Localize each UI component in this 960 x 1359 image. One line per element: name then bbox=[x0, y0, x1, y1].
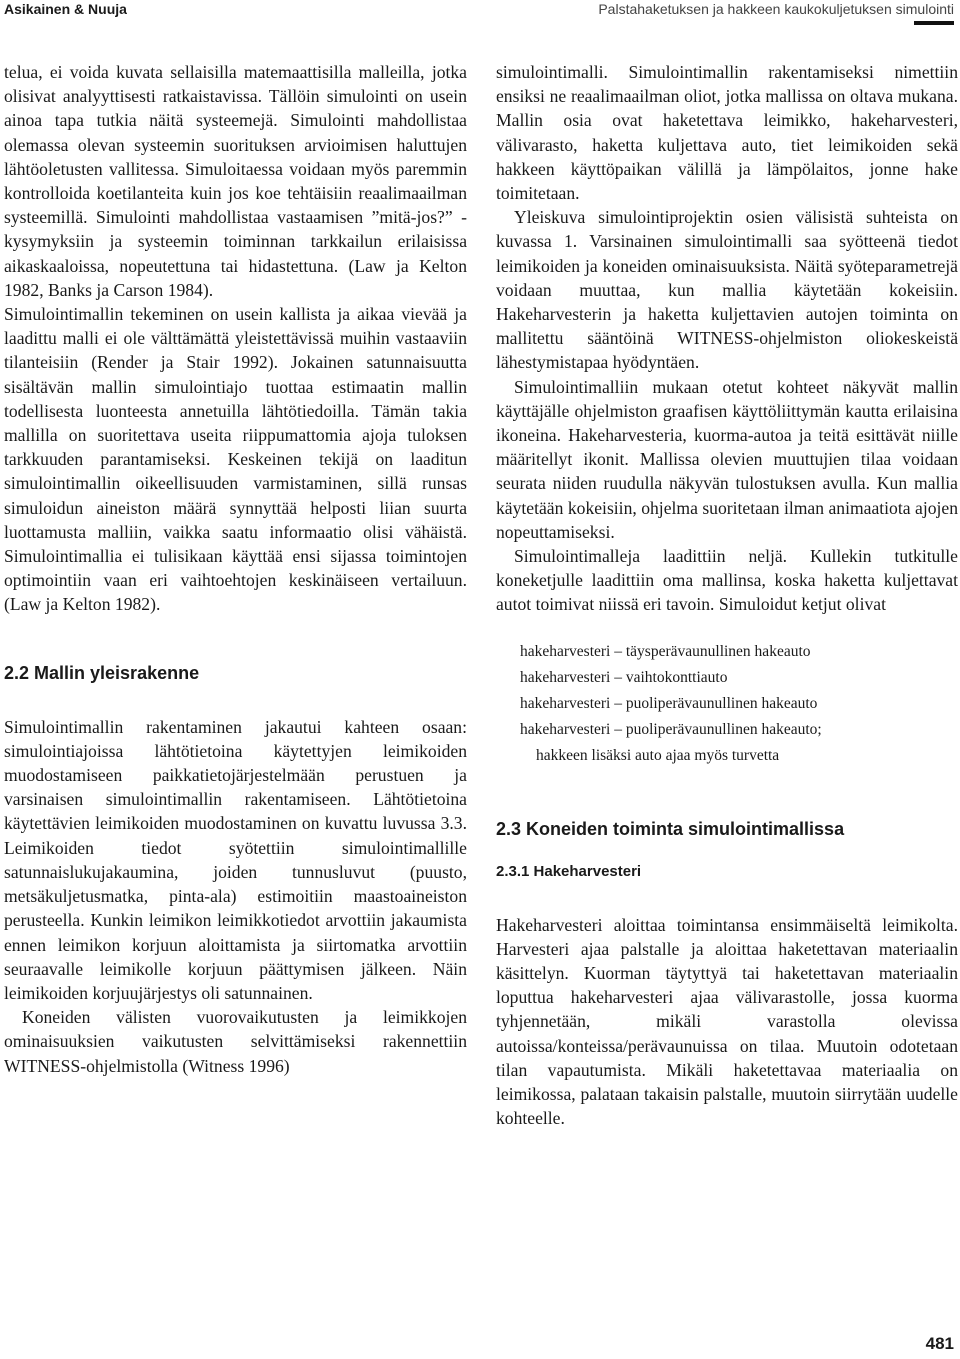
subsection-heading-2-3-1: 2.3.1 Hakeharvesteri bbox=[496, 862, 642, 880]
header-bar bbox=[914, 21, 954, 25]
section-heading-2-2: 2.2 Mallin yleisrakenne bbox=[4, 662, 200, 683]
list-item: hakeharvesteri – puoliperävaunullinen hakeauto bbox=[520, 694, 818, 712]
right-paragraph-2: Yleiskuva simulointiprojektin osien välisistä suhteista on kuvassa 1. Varsinainen simulointimalli saa syötteenä tiedot leimikoiden ja koneiden ominaisuuksista. Näitä syöteparametrejä voidaan muuttaa, kun mallia käytetään kokeisiin. Hakeharvesterin ja haketta kuljettavien autojen toiminta on mallitettu sääntöinä WITNESS-ohjelmiston oliokeskeistä lähestymistapaa hyödyntäen. bbox=[496, 207, 958, 373]
right-column bbox=[496, 60, 958, 1131]
spacer bbox=[496, 883, 958, 913]
running-title: Palstahaketuksen ja hakkeen kaukokuljetuksen simulointi bbox=[598, 1, 954, 17]
spacer bbox=[496, 841, 958, 861]
spacer bbox=[496, 617, 958, 639]
section-heading-2-3: 2.3 Koneiden toiminta simulointimallissa bbox=[496, 818, 845, 839]
left-column bbox=[4, 60, 467, 1078]
left-paragraph-1: telua, ei voida kuvata sellaisilla matemaattisilla malleilla, jotka olisivat analyyttisesti ratkaistavissa. Tällöin simulointi on usein ainoa tapa tutkia näitä systeemejä. Simulointi mahdollistaa olemassa olevan systeemin suorituksen arvioimisen haluttujen lähtöoletusten vallitessa. Simuloitaessa voidaan myös paremmin kontrolloida koetilanteita kuin jos koe tehtäisiin reaalimaailman systeemillä. Simulointi mahdollistaa vastaamisen ”mitä-jos?” -kysymyksiin ja systeemin toiminnan tarkkailun erilaisissa aikaskaaloissa, nopeutettuna tai hidastettuna. (Law ja Kelton 1982, Banks ja Carson 1984). bbox=[4, 62, 467, 300]
authors: Asikainen & Nuuja bbox=[4, 1, 127, 17]
list-item: hakkeen lisäksi auto ajaa myös turvetta bbox=[536, 746, 780, 764]
chain-list bbox=[496, 639, 958, 769]
list-item: hakeharvesteri – puoliperävaunullinen hakeauto; bbox=[520, 720, 822, 738]
right-paragraph-1: simulointimalli. Simulointimallin rakentamiseksi nimettiin ensiksi ne reaalimaailman oliot, jotka mallissa on oltava mukana. Mallin osia ovat haketettava leimikko, hakeharvesteri, välivarasto, haketta kuljettava auto, tiet leimikoiden sekä hakkeen käyttöpaikan välillä ja lämpölaitos, jonne hake toimitetaan. bbox=[496, 62, 958, 204]
list-item: hakeharvesteri – vaihtokonttiauto bbox=[520, 668, 728, 686]
left-paragraph-3: Simulointimallin rakentaminen jakautui kahteen osaan: simulointiajoissa lähtötietoina käytettyjen leimikoiden muodostamiseen paikkatietojärjestelmään perustuen ja varsinaisen simulointimallin rakentamiseen. Lähtötietoina käytettävien leimikoiden muodostaminen on kuvattu luvussa 3.3. Leimikoiden tiedot syötettiin simulointimallille satunnaislukujakaumina, joiden tunnusluvut (puusto, metsäkuljetusmatka, pinta-ala) estimoitiin maastoaineiston perusteella. Kunkin leimikon leimikkotiedot arvottiin jakaumista ennen leimikon korjuun aloittamista ja siirtomatka arvottiin seuraavalle leimikolle korjuun päättymisen jälkeen. Näin leimikoiden korjuujärjestys oli satunnainen. bbox=[4, 716, 467, 1003]
left-paragraph-2: Simulointimallin tekeminen on usein kallista ja aikaa vievää ja laadittu malli ei ole välttämättä yleistettävissä muihin vastaaviin tilanteisiin (Render ja Stair 1992). Jokainen satunnaisuutta sisältävän mallin simulointiajo tuottaa estimaatin mallin todellisesta luonteesta annetuilla lähtötiedoilla. Tämän takia mallilla on suoritettava useita riippumattomia ajoja tuloksen tarkkuuden parantamiseksi. Keskeinen tekijä on laaditun simulointimallin oikeellisuuden varmistaminen, sillä runsas simuloidun aineiston määrä synnyttää helposti liian suurta luottamusta malliin, vaikka saatu informaatio olisi vähäistä. Simulointimallia ei tulisikaan käyttää ensi sijassa toimintojen optimointiin vaan eri vaihtoehtojen keskinäiseen vertailuun. (Law ja Kelton 1982). bbox=[4, 304, 467, 615]
left-paragraph-4: Koneiden välisten vuorovaikutusten ja leimikkojen ominaisuuksien vaikutusten selvittämiseksi rakennettiin WITNESS-ohjelmistolla (Witness 1996) bbox=[4, 1007, 467, 1076]
page-header bbox=[0, 0, 960, 24]
spacer bbox=[4, 685, 467, 715]
page-number: 481 bbox=[925, 1334, 954, 1353]
spacer bbox=[496, 769, 958, 817]
right-paragraph-5: Hakeharvesteri aloittaa toimintansa ensimmäiseltä leimikolta. Harvesteri ajaa palstalle ja aloittaa haketettavan materiaalin käsittelyn. Kuorman täytyttyä tai haketettavan materiaalin loputtua hakeharvesteri ajaa välivarastolle, jossa kuorma tyhjennetään, mikäli varastolla olevissa autoissa/konteissa/perävaunuissa on tilaa. Muutoin odotetaan tilan vapautumista. Mikäli haketettavaa materiaalia on leimikossa, palataan takaisin palstalle, muutoin siirrytään uudelle kohteelle. bbox=[496, 914, 958, 1129]
spacer bbox=[4, 617, 467, 661]
list-item: hakeharvesteri – täysperävaunullinen hakeauto bbox=[520, 642, 811, 660]
right-paragraph-3: Simulointimalliin mukaan otetut kohteet näkyvät mallin käyttäjälle ohjelmiston graafisen käyttöliittymän kautta erilaisina ikoneina. Hakeharvesteria, kuorma-autoa ja teitä esittävät niille määritellyt ikonit. Mallissa olevien muuttujien tilaa voidaan seurata niiden ruudulla näkyvän tulostuksen avulla. Kun mallia käytetään kokeisiin, ohjelma suoritetaan ilman animaatiota ajojen nopeuttamiseksi. bbox=[496, 376, 958, 542]
right-paragraph-4: Simulointimalleja laadittiin neljä. Kullekin tutkitulle koneketjulle laadittiin oma mallinsa, koska haketta kuljettavat autot toimivat niissä eri tavoin. Simuloidut ketjut olivat bbox=[496, 546, 958, 615]
